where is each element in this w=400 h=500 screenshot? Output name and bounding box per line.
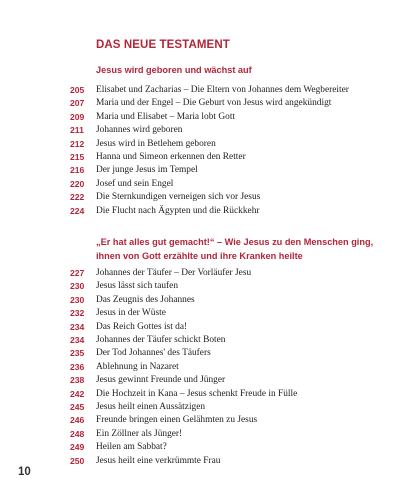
toc-entry[interactable] [0, 455, 400, 468]
entry-title: Maria und Elisabet – Maria lobt Gott [96, 111, 236, 122]
entry-title: Jesus in der Wüste [96, 308, 166, 319]
entry-page-number: 234 [70, 335, 85, 346]
entry-title: Freunde bringen einen Gelähmten zu Jesus [96, 415, 258, 426]
entry-title: Jesus heilt einen Aussätzigen [96, 402, 206, 413]
toc-entry[interactable] [0, 151, 400, 164]
toc-entry[interactable] [0, 374, 400, 387]
entry-title: Ein Zöllner als Jünger! [96, 428, 183, 439]
entry-page-number: 242 [70, 388, 85, 399]
entry-page-number: 230 [70, 281, 85, 292]
entry-title: Josef und sein Engel [96, 178, 174, 189]
entry-page-number: 248 [70, 428, 85, 439]
toc-entry[interactable] [0, 280, 400, 293]
toc-entry[interactable] [0, 401, 400, 414]
page-title: DAS NEUE TESTAMENT [96, 39, 230, 51]
entry-page-number: 207 [70, 98, 85, 109]
entry-title: Jesus heilt eine verkrümmte Frau [96, 455, 221, 466]
entry-title: Hanna und Simeon erkennen den Retter [96, 152, 246, 163]
toc-entry[interactable] [0, 414, 400, 427]
toc-entry[interactable] [0, 205, 400, 218]
entry-page-number: 236 [70, 361, 85, 372]
toc-entry[interactable] [0, 347, 400, 360]
toc-entry[interactable] [0, 84, 400, 97]
entry-page-number: 209 [70, 111, 85, 122]
entry-page-number: 245 [70, 402, 85, 413]
entry-title: Die Sternkundigen verneigen sich vor Jesus [96, 192, 261, 203]
toc-entry[interactable] [0, 111, 400, 124]
entry-page-number: 238 [70, 375, 85, 386]
entry-page-number: 230 [70, 294, 85, 305]
entry-title: Johannes der Täufer – Der Vorläufer Jesu [96, 268, 252, 278]
entry-page-number: 227 [70, 268, 85, 278]
entry-page-number: 222 [70, 192, 85, 203]
entry-page-number: 220 [70, 178, 85, 189]
toc-entry-list [0, 84, 400, 218]
entry-page-number: 246 [70, 415, 85, 426]
entry-title: Heilen am Sabbat? [96, 442, 167, 453]
section-heading: „Er hat alles gut gemacht!“ – Wie Jesus zu den Menschen ging, ihnen von Gott erzählte und ihre Kranken heilte [96, 237, 374, 261]
entry-page-number: 232 [70, 308, 85, 319]
entry-title: Johannes der Täufer schickt Boten [96, 335, 226, 346]
toc-entry[interactable] [0, 178, 400, 191]
entry-title: Jesus gewinnt Freunde und Jünger [96, 375, 226, 386]
toc-entry[interactable] [0, 124, 400, 137]
toc-entry[interactable] [0, 321, 400, 334]
entry-page-number: 250 [70, 455, 85, 466]
section-heading: Jesus wird geboren und wächst auf [96, 65, 252, 75]
toc-entry[interactable] [0, 164, 400, 177]
toc-entry[interactable] [0, 441, 400, 454]
entry-page-number: 234 [70, 321, 85, 332]
entry-page-number: 212 [70, 138, 85, 149]
entry-page-number: 215 [70, 152, 85, 163]
entry-page-number: 235 [70, 348, 85, 359]
toc-entry[interactable] [0, 97, 400, 110]
toc-entry[interactable] [0, 361, 400, 374]
toc-entry[interactable] [0, 428, 400, 441]
entry-page-number: 211 [70, 125, 84, 136]
entry-page-number: 224 [70, 205, 85, 216]
toc-entry[interactable] [0, 334, 400, 347]
page-number: 10 [18, 466, 31, 478]
entry-title: Jesus wird in Betlehem geboren [96, 138, 216, 149]
entry-page-number: 205 [70, 85, 85, 95]
entry-title: Jesus lässt sich taufen [96, 281, 179, 292]
toc-entry-list [0, 267, 400, 468]
toc-entry[interactable] [0, 388, 400, 401]
entry-title: Der junge Jesus im Tempel [96, 165, 198, 176]
toc-entry[interactable] [0, 138, 400, 151]
toc-entry[interactable] [0, 191, 400, 204]
entry-title: Maria und der Engel – Die Geburt von Jesus wird angekündigt [96, 98, 332, 109]
entry-title: Elisabet und Zacharias – Die Eltern von Johannes dem Wegbereiter [96, 85, 349, 95]
toc-entry[interactable] [0, 294, 400, 307]
entry-title: Johannes wird geboren [96, 125, 183, 136]
entry-page-number: 249 [70, 442, 85, 453]
toc-entry[interactable] [0, 267, 400, 280]
entry-title: Die Hochzeit in Kana – Jesus schenkt Freude in Fülle [96, 388, 298, 399]
entry-title: Der Tod Johannes' des Täufers [96, 348, 211, 359]
entry-title: Die Flucht nach Ägypten und die Rückkehr [96, 205, 260, 216]
toc-entry[interactable] [0, 307, 400, 320]
entry-page-number: 216 [70, 165, 85, 176]
entry-title: Das Reich Gottes ist da! [96, 321, 188, 332]
entry-title: Das Zeugnis des Johannes [96, 294, 195, 305]
entry-title: Ablehnung in Nazaret [96, 361, 179, 372]
